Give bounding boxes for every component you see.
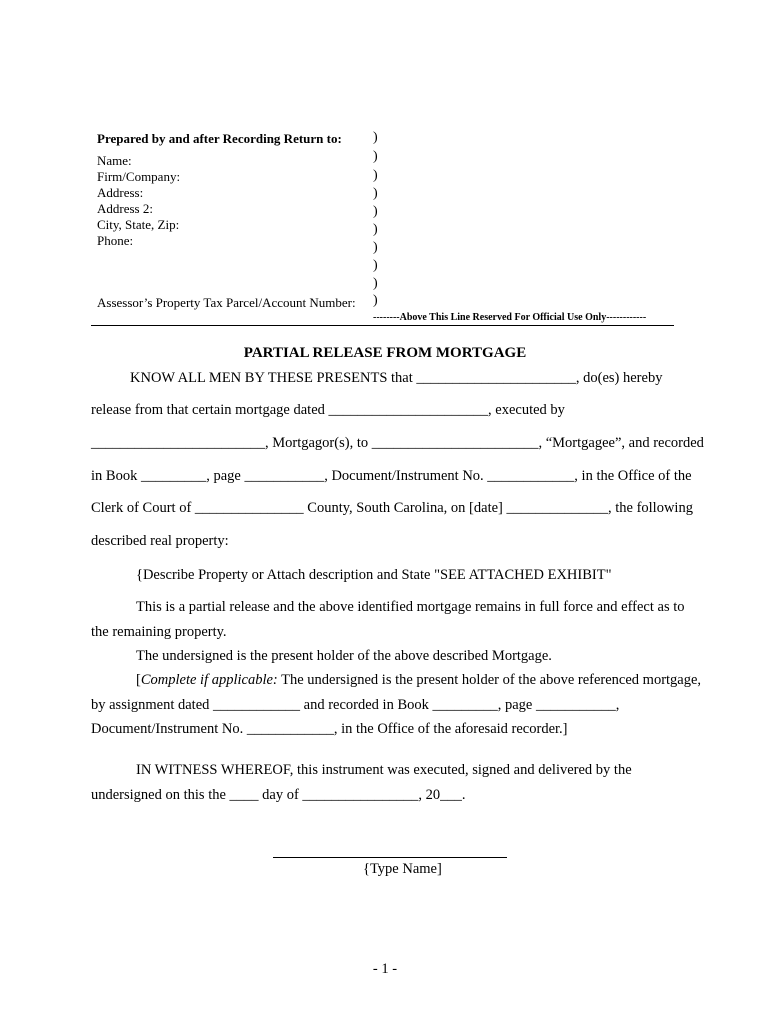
body-line-5: Clerk of Court of _______________ County, South Carolina, on [date] ______________, the following	[91, 500, 693, 516]
paren-3: )	[373, 168, 378, 183]
paren-2: )	[373, 149, 378, 164]
firm-field-label: Firm/Company:	[97, 169, 181, 184]
body-line-4: in Book _________, page ___________, Document/Instrument No. ____________, in the Office of the	[91, 468, 692, 484]
parcel-number-label: Assessor’s Property Tax Parcel/Account Number:	[97, 295, 356, 310]
body-line-9: the remaining property.	[91, 624, 227, 640]
header-divider	[91, 325, 674, 326]
paren-8: )	[373, 258, 378, 273]
name-field-label: Name:	[97, 153, 132, 168]
body-line-10: The undersigned is the present holder of the above described Mortgage.	[136, 648, 552, 664]
body-line-1: KNOW ALL MEN BY THESE PRESENTS that ______________________, do(es) hereby	[130, 370, 663, 386]
body-line-6: described real property:	[91, 533, 229, 549]
body-line-13: Document/Instrument No. ____________, in the Office of the aforesaid recorder.]	[91, 721, 568, 737]
assignment-clause: The undersigned is the present holder of the above referenced mortgage,	[277, 672, 702, 688]
body-line-8: This is a partial release and the above identified mortgage remains in full force and effect as to	[136, 599, 685, 615]
prepared-by-label: Prepared by and after Recording Return to:	[97, 131, 342, 146]
body-line-3: ________________________, Mortgagor(s), to _______________________, “Mortgagee”, and recorded	[91, 435, 704, 451]
paren-6: )	[373, 222, 378, 237]
page-number: - 1 -	[372, 961, 398, 977]
official-use-notice: --------Above This Line Reserved For Official Use Only------------	[373, 312, 647, 323]
witness-line-2: undersigned on this the ____ day of ________________, 20___.	[91, 787, 466, 803]
property-description-instruction: {Describe Property or Attach description and State "SEE ATTACHED EXHIBIT"	[136, 567, 612, 583]
paren-7: )	[373, 240, 378, 255]
complete-if-applicable-label: Complete if applicable:	[140, 672, 278, 688]
document-title: PARTIAL RELEASE FROM MORTGAGE	[243, 345, 527, 361]
paren-9: )	[373, 276, 378, 291]
phone-field-label: Phone:	[97, 233, 134, 248]
signature-line[interactable]	[273, 857, 507, 858]
body-line-11	[136, 672, 701, 689]
city-state-zip-field-label: City, State, Zip:	[97, 217, 180, 232]
address2-field-label: Address 2:	[97, 201, 153, 216]
body-line-2: release from that certain mortgage dated ______________________, executed by	[91, 402, 565, 418]
bracket-open: [	[136, 672, 141, 688]
paren-5: )	[373, 204, 378, 219]
witness-line-1: IN WITNESS WHEREOF, this instrument was executed, signed and delivered by the	[136, 762, 632, 778]
paren-1: )	[373, 130, 378, 145]
paren-10: )	[373, 293, 378, 308]
address-field-label: Address:	[97, 185, 144, 200]
type-name-label: {Type Name]	[363, 861, 442, 877]
paren-4: )	[373, 186, 378, 201]
body-line-12: by assignment dated ____________ and recorded in Book _________, page ___________,	[91, 697, 620, 713]
